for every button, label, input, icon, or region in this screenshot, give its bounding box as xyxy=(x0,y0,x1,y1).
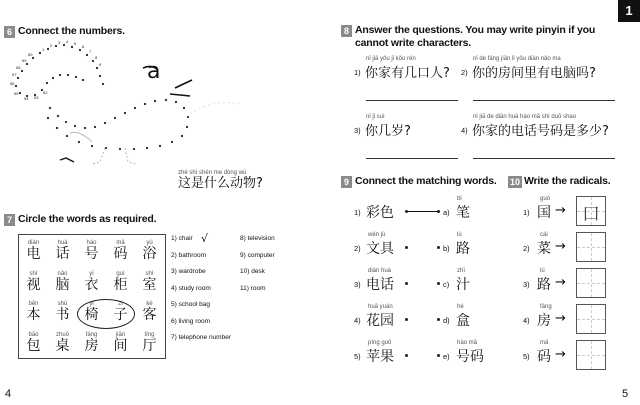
svg-text:60: 60 xyxy=(28,52,33,57)
cell-character: 视 xyxy=(26,276,41,293)
radical-answer: 口 xyxy=(582,204,600,225)
answer-line[interactable] xyxy=(366,100,458,101)
svg-text:3: 3 xyxy=(58,40,61,45)
cell-pinyin: huà xyxy=(57,240,68,246)
item-number: 3) xyxy=(523,280,530,289)
item-number: 2) xyxy=(354,244,361,253)
grid-cell[interactable] xyxy=(135,238,164,263)
svg-text:9: 9 xyxy=(99,62,102,67)
cell-character: 椅 xyxy=(84,307,99,323)
grid-cell[interactable] xyxy=(48,269,77,294)
item-pinyin: wén jù xyxy=(368,232,386,238)
word-item: 8) television xyxy=(240,235,275,242)
cell-character: 房 xyxy=(84,337,99,354)
left-dot[interactable] xyxy=(405,246,408,249)
grid-guide xyxy=(591,341,592,369)
left-word[interactable]: 花园 xyxy=(366,313,394,329)
item-pinyin: diàn huà xyxy=(368,268,392,274)
cell-pinyin: nǎo xyxy=(57,270,68,277)
svg-text:59: 59 xyxy=(22,58,27,63)
cell-character: 包 xyxy=(26,337,41,354)
section-7-title: Circle the words as required. xyxy=(18,213,157,225)
word-item: 1) chair xyxy=(171,235,193,242)
item-pinyin: guó xyxy=(540,196,551,202)
radical-box[interactable] xyxy=(576,232,606,262)
cell-character: 间 xyxy=(113,337,128,354)
question-text: 你几岁? xyxy=(365,124,411,139)
svg-text:5: 5 xyxy=(74,41,77,46)
grid-cell[interactable] xyxy=(19,299,48,324)
cell-pinyin: shì xyxy=(29,270,38,277)
radical-box[interactable] xyxy=(576,268,606,298)
item-pinyin: huā yuán xyxy=(368,304,393,310)
word-item: 10) desk xyxy=(240,268,265,275)
svg-text:8: 8 xyxy=(95,55,98,60)
cell-character: 浴 xyxy=(142,246,157,262)
arrow-icon: → xyxy=(555,203,566,218)
cell-character: 脑 xyxy=(55,276,70,293)
question-pinyin: nǐ jiā de diàn huà hào mǎ shì duō shao xyxy=(473,114,577,120)
svg-text:2: 2 xyxy=(50,43,53,48)
section-8-number: 8 xyxy=(341,25,352,37)
answer-line[interactable] xyxy=(473,158,615,159)
character-grid xyxy=(18,234,166,359)
cell-character: 厅 xyxy=(142,337,157,354)
circled-word xyxy=(77,299,135,329)
grid-cell[interactable] xyxy=(135,330,164,355)
item-number: 1) xyxy=(354,208,361,217)
cell-pinyin: guì xyxy=(116,270,125,277)
question-number: 2) xyxy=(461,68,468,77)
cell-pinyin: yī xyxy=(89,270,94,277)
item-letter: b) xyxy=(443,244,450,253)
grid-cell[interactable] xyxy=(77,330,106,355)
section-10-title: Write the radicals. xyxy=(524,175,611,187)
svg-text:a: a xyxy=(147,59,161,84)
cell-pinyin: yù xyxy=(146,240,153,246)
left-word[interactable]: 苹果 xyxy=(366,349,394,365)
cell-character: 桌 xyxy=(55,337,70,354)
item-number: 3) xyxy=(354,280,361,289)
grid-cell[interactable] xyxy=(48,299,77,324)
svg-text:58: 58 xyxy=(16,65,21,70)
svg-text:4: 4 xyxy=(66,39,69,44)
right-word[interactable]: 号码 xyxy=(456,349,484,365)
item-letter: d) xyxy=(443,316,450,325)
question-text: 你家有几口人? xyxy=(365,66,450,81)
item-character: 国 xyxy=(537,205,551,221)
word-item: 11) room xyxy=(240,284,266,292)
question-pinyin: zhè shì shén me dòng wù xyxy=(178,170,247,176)
cell-pinyin: zi xyxy=(118,301,123,307)
word-item: 2) bathroom xyxy=(171,251,207,259)
question-text: 这是什么动物? xyxy=(178,176,263,191)
question-pinyin: nǐ jiā yǒu jǐ kǒu rén xyxy=(366,56,416,62)
item-letter: a) xyxy=(443,208,450,217)
right-word[interactable]: 笔 xyxy=(456,205,470,221)
section-9-number: 9 xyxy=(341,176,352,188)
item-letter: c) xyxy=(443,280,450,289)
left-word[interactable]: 文具 xyxy=(366,241,394,257)
cell-pinyin: yǐ xyxy=(89,301,94,307)
left-dot[interactable] xyxy=(405,318,408,321)
grid-cell[interactable] xyxy=(77,238,106,263)
grid-guide xyxy=(591,233,592,261)
item-pinyin: cài xyxy=(540,232,548,238)
arrow-icon: → xyxy=(555,275,566,290)
arrow-icon: → xyxy=(555,239,566,254)
question-pinyin: nǐ jǐ suì xyxy=(366,114,385,120)
word-item: 9) computer xyxy=(240,251,275,259)
cell-character: 码 xyxy=(113,246,128,262)
section-9-title: Connect the matching words. xyxy=(355,175,497,187)
item-number: 5) xyxy=(354,352,361,361)
grid-cell[interactable] xyxy=(19,269,48,294)
question-pinyin: nǐ de fáng jiān lǐ yǒu diàn nǎo ma xyxy=(473,56,561,62)
question-text: 你家的电话号码是多少? xyxy=(472,124,609,139)
item-pinyin: bǐ xyxy=(457,196,462,202)
cell-character: 室 xyxy=(142,276,157,293)
cell-pinyin: zhuō xyxy=(55,331,69,338)
cell-character: 柜 xyxy=(113,276,128,293)
cell-pinyin: diàn xyxy=(27,240,40,246)
item-character: 菜 xyxy=(537,241,551,257)
item-character: 码 xyxy=(537,349,551,365)
cell-character: 电 xyxy=(26,246,41,262)
section-10-number: 10 xyxy=(509,177,520,187)
item-letter: e) xyxy=(443,352,450,361)
right-word[interactable]: 路 xyxy=(456,241,470,257)
cell-character: 子 xyxy=(113,307,128,323)
dot-to-dot-bird xyxy=(0,38,250,168)
section-6-title: Connect the numbers. xyxy=(18,25,125,37)
cell-character: 本 xyxy=(26,307,41,323)
cell-character: 话 xyxy=(55,246,70,262)
word-item: 7) telephone number xyxy=(171,334,231,341)
page-number-right: 5 xyxy=(622,388,629,400)
section-8-title-line2: cannot write characters. xyxy=(355,37,471,49)
question-number: 3) xyxy=(354,126,361,135)
item-number: 4) xyxy=(354,316,361,325)
item-pinyin: fáng xyxy=(540,304,552,310)
grid-cell[interactable] xyxy=(48,330,77,355)
radical-box[interactable] xyxy=(576,304,606,334)
word-item: 6) living room xyxy=(171,317,211,325)
grid-guide xyxy=(591,269,592,297)
item-pinyin: lù xyxy=(540,268,545,274)
radical-box[interactable] xyxy=(576,196,606,226)
section-7-number: 7 xyxy=(4,214,15,226)
cell-pinyin: fáng xyxy=(85,331,98,338)
item-character: 路 xyxy=(537,277,551,293)
check-mark: √ xyxy=(201,232,209,245)
item-pinyin: hé xyxy=(457,304,464,310)
unit-tab: 1 xyxy=(618,0,640,22)
connect-line xyxy=(406,211,438,212)
right-dot[interactable] xyxy=(437,246,440,249)
arrow-icon: → xyxy=(555,347,566,362)
cell-pinyin: shū xyxy=(57,301,68,307)
cell-pinyin: hào xyxy=(86,240,97,246)
section-6-number: 6 xyxy=(4,26,15,38)
svg-text:6: 6 xyxy=(82,44,85,49)
cell-pinyin: tīng xyxy=(144,331,155,338)
svg-text:53: 53 xyxy=(34,95,39,100)
cell-character: 书 xyxy=(55,307,70,323)
right-dot[interactable] xyxy=(437,354,440,357)
cell-character: 客 xyxy=(142,307,157,323)
svg-text:55: 55 xyxy=(14,91,19,96)
word-item: 3) wardrobe xyxy=(171,268,206,275)
right-dot[interactable] xyxy=(437,318,440,321)
cell-character: 衣 xyxy=(84,276,99,293)
grid-cell[interactable] xyxy=(19,238,48,263)
arrow-icon: → xyxy=(555,311,566,326)
page-number-left: 4 xyxy=(5,388,12,400)
answer-line[interactable] xyxy=(473,100,615,101)
grid-cell[interactable] xyxy=(48,238,77,263)
svg-text:54: 54 xyxy=(24,96,29,101)
item-pinyin: lù xyxy=(457,232,462,238)
item-pinyin: píng guǒ xyxy=(368,340,392,346)
item-character: 房 xyxy=(537,313,551,329)
left-dot[interactable] xyxy=(405,354,408,357)
item-pinyin: zhī xyxy=(457,268,466,274)
radical-box[interactable] xyxy=(576,340,606,370)
svg-text:56: 56 xyxy=(10,81,15,86)
word-item: 4) study room xyxy=(171,284,211,292)
word-item: 5) school bag xyxy=(171,301,211,308)
left-dot[interactable] xyxy=(405,282,408,285)
answer-line[interactable] xyxy=(366,158,458,159)
svg-text:7: 7 xyxy=(89,49,92,54)
cell-pinyin: bāo xyxy=(28,331,39,338)
cell-pinyin: kè xyxy=(146,301,153,307)
cell-pinyin: shì xyxy=(145,270,154,277)
item-number: 1) xyxy=(523,208,530,217)
section-8-title-line1: Answer the questions. You may write pinyin if you xyxy=(355,24,596,36)
left-word[interactable]: 彩色 xyxy=(366,205,394,221)
grid-cell[interactable] xyxy=(106,238,135,263)
question-text: 你的房间里有电脑吗? xyxy=(472,66,596,81)
item-number: 4) xyxy=(523,316,530,325)
cell-character: 号 xyxy=(84,246,99,262)
item-pinyin: hào mǎ xyxy=(457,340,478,346)
cell-pinyin: běn xyxy=(28,301,39,307)
right-word[interactable]: 盒 xyxy=(456,313,470,329)
left-word[interactable]: 电话 xyxy=(366,277,394,293)
grid-cell[interactable] xyxy=(135,269,164,294)
cell-pinyin: mǎ xyxy=(116,240,125,246)
item-number: 5) xyxy=(523,352,530,361)
grid-cell[interactable] xyxy=(106,330,135,355)
svg-text:1: 1 xyxy=(42,47,45,52)
question-number: 1) xyxy=(354,68,361,77)
item-number: 2) xyxy=(523,244,530,253)
item-pinyin: mǎ xyxy=(540,340,549,346)
right-word[interactable]: 汁 xyxy=(456,277,470,293)
grid-cell[interactable] xyxy=(135,299,164,324)
svg-text:57: 57 xyxy=(12,72,17,77)
grid-cell[interactable] xyxy=(19,330,48,355)
grid-cell[interactable] xyxy=(77,269,106,294)
right-dot[interactable] xyxy=(437,282,440,285)
cell-pinyin: jiān xyxy=(115,331,126,338)
grid-guide xyxy=(591,305,592,333)
question-number: 4) xyxy=(461,126,468,135)
grid-cell[interactable] xyxy=(106,269,135,294)
svg-text:52: 52 xyxy=(43,90,48,95)
